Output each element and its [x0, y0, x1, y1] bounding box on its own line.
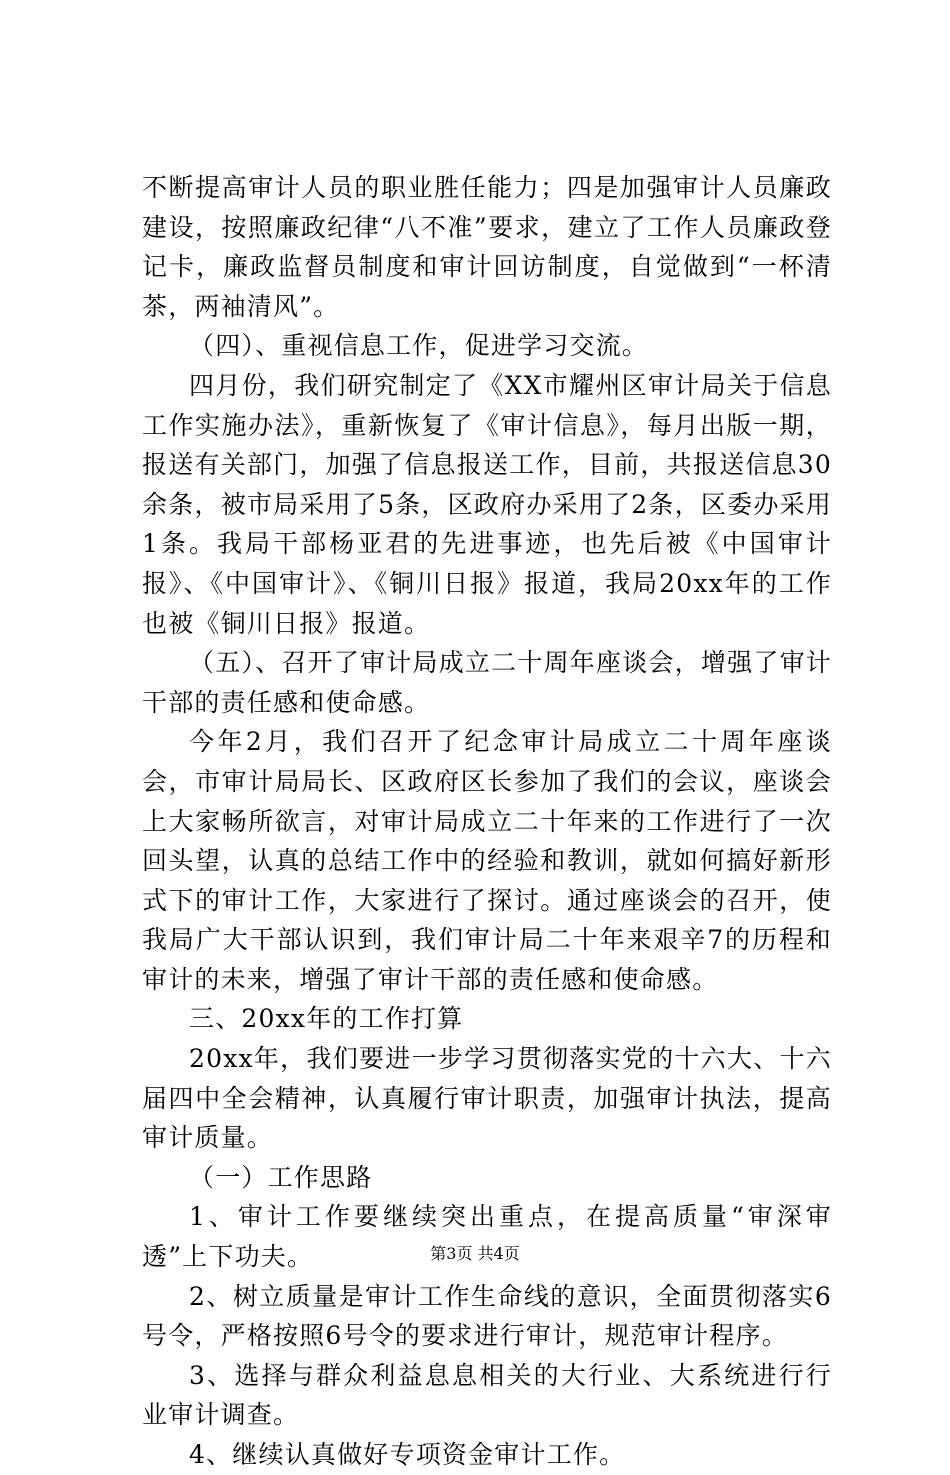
document-body [142, 168, 832, 1475]
paragraph-3: 四月份，我们研究制定了《XX市耀州区审计局关于信息工作实施办法》，重新恢复了《审计信息》，每月出版一期，报送有关部门，加强了信息报送工作，目前，共报送信息30余条，被市局采用了5条，区政府办采用了2条，区委办采用1条。我局干部杨亚君的先进事迹，也先后被《中国审计报》、《中国审计》、《铜川日报》报道，我局20xx年的工作也被《铜川日报》报道。 [142, 370, 832, 638]
list-item-1: 1、审计工作要继续突出重点，在提高质量“审深审透”上下功夫。 [142, 1202, 832, 1272]
page-footer: 第3页 共4页 [430, 1244, 520, 1263]
list-item-4: 4、继续认真做好专项资金审计工作。 [189, 1440, 626, 1469]
subsection-heading: （一）工作思路 [189, 1162, 373, 1192]
section-heading: 三、20xx年的工作打算 [189, 1004, 464, 1034]
paragraph-5: 今年2月，我们召开了纪念审计局成立二十周年座谈会，市审计局局长、区政府区长参加了我们的会议，座谈会上大家畅所欲言，对审计局成立二十年来的工作进行了一次回头望，认真的总结工作中的经验和教训，就如何搞好新形式下的审计工作，大家进行了探讨。通过座谈会的召开，使我局广大干部认识到，我们审计局二十年来艰辛7的历程和审计的未来，增强了审计干部的责任感和使命感。 [142, 727, 832, 994]
list-item-2: 2、树立质量是审计工作生命线的意识，全面贯彻落实6号令，严格按照6号令的要求进行审计，规范审计程序。 [142, 1281, 832, 1351]
paragraph-4: （五）、召开了审计局成立二十周年座谈会，增强了审计干部的责任感和使命感。 [142, 648, 832, 717]
paragraph-7: 20xx年，我们要进一步学习贯彻落实党的十六大、十六届四中全会精神，认真履行审计职责，加强审计执法，提高审计质量。 [142, 1044, 832, 1153]
paragraph-2: （四）、重视信息工作，促进学习交流。 [189, 331, 649, 361]
list-item-3: 3、选择与群众利益息息相关的大行业、大系统进行行业审计调查。 [142, 1360, 832, 1430]
paragraph-1: 不断提高审计人员的职业胜任能力；四是加强审计人员廉政建设，按照廉政纪律“八不准”要求，建立了工作人员廉政登记卡，廉政监督员制度和审计回访制度，自觉做到“一杯清茶，两袖清风”。 [142, 173, 832, 321]
